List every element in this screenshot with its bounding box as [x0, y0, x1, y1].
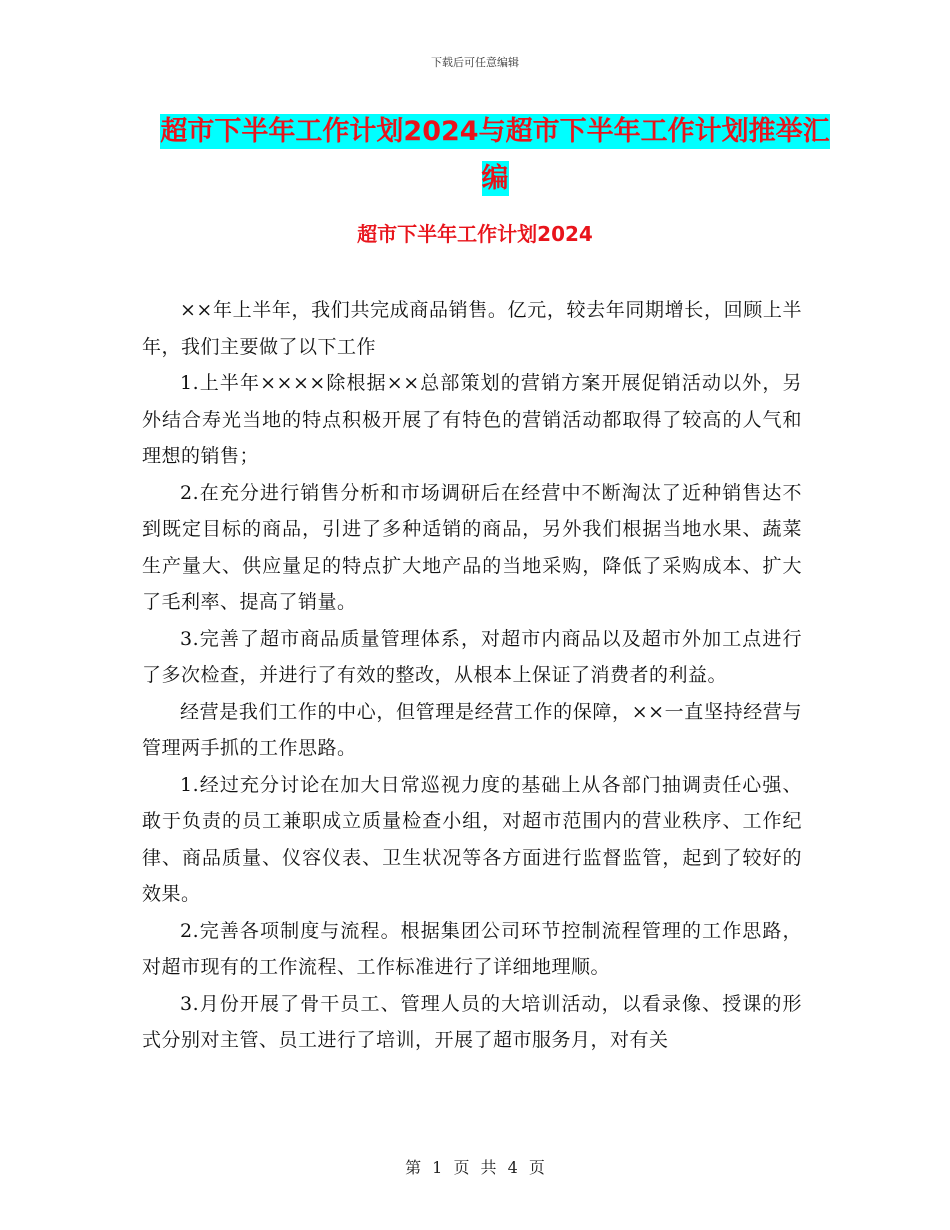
paragraph: 经营是我们工作的中心，但管理是经营工作的保障，××一直坚持经营与管理两手抓的工作思路。	[142, 700, 802, 759]
paragraph: 2.在充分进行销售分析和市场调研后在经营中不断淘汰了近种销售达不到既定目标的商品，引进了多种适销的商品，另外我们根据当地水果、蔬菜生产量大、供应量足的特点扩大地产品的当地采购，降低了采购成本、扩大了毛利率、提高了销量。	[142, 481, 802, 613]
paragraph: ××年上半年，我们共完成商品销售。亿元，较去年同期增长，回顾上半年，我们主要做了以下工作	[142, 299, 802, 358]
paragraph: 1.经过充分讨论在加大日常巡视力度的基础上从各部门抽调责任心强、敢于负责的员工兼职成立质量检查小组，对超市范围内的营业秩序、工作纪律、商品质量、仪容仪表、卫生状况等各方面进行监督监管，起到了较好的效果。	[142, 773, 802, 905]
paragraph: 1.上半年××××除根据××总部策划的营销方案开展促销活动以外，另外结合寿光当地的特点积极开展了有特色的营销活动都取得了较高的人气和理想的销售；	[142, 372, 802, 467]
paragraph: 3.完善了超市商品质量管理体系，对超市内商品以及超市外加工点进行了多次检查，并进行了有效的整改，从根本上保证了消费者的利益。	[142, 627, 802, 686]
main-title-text: 超市下半年工作计划2024与超市下半年工作计划推举汇编	[160, 116, 830, 194]
body-text	[142, 292, 802, 1059]
paragraph: 2.完善各项制度与流程。根据集团公司环节控制流程管理的工作思路，对超市现有的工作流程、工作标准进行了详细地理顺。	[142, 919, 802, 978]
header-note: 下载后可任意编辑	[431, 56, 519, 69]
main-title	[150, 108, 840, 202]
page-footer: 第 1 页 共 4 页	[405, 1158, 545, 1177]
section-title: 超市下半年工作计划2024	[357, 222, 593, 246]
paragraph: 3.月份开展了骨干员工、管理人员的大培训活动，以看录像、授课的形式分别对主管、员工进行了培训，开展了超市服务月，对有关	[142, 992, 802, 1051]
